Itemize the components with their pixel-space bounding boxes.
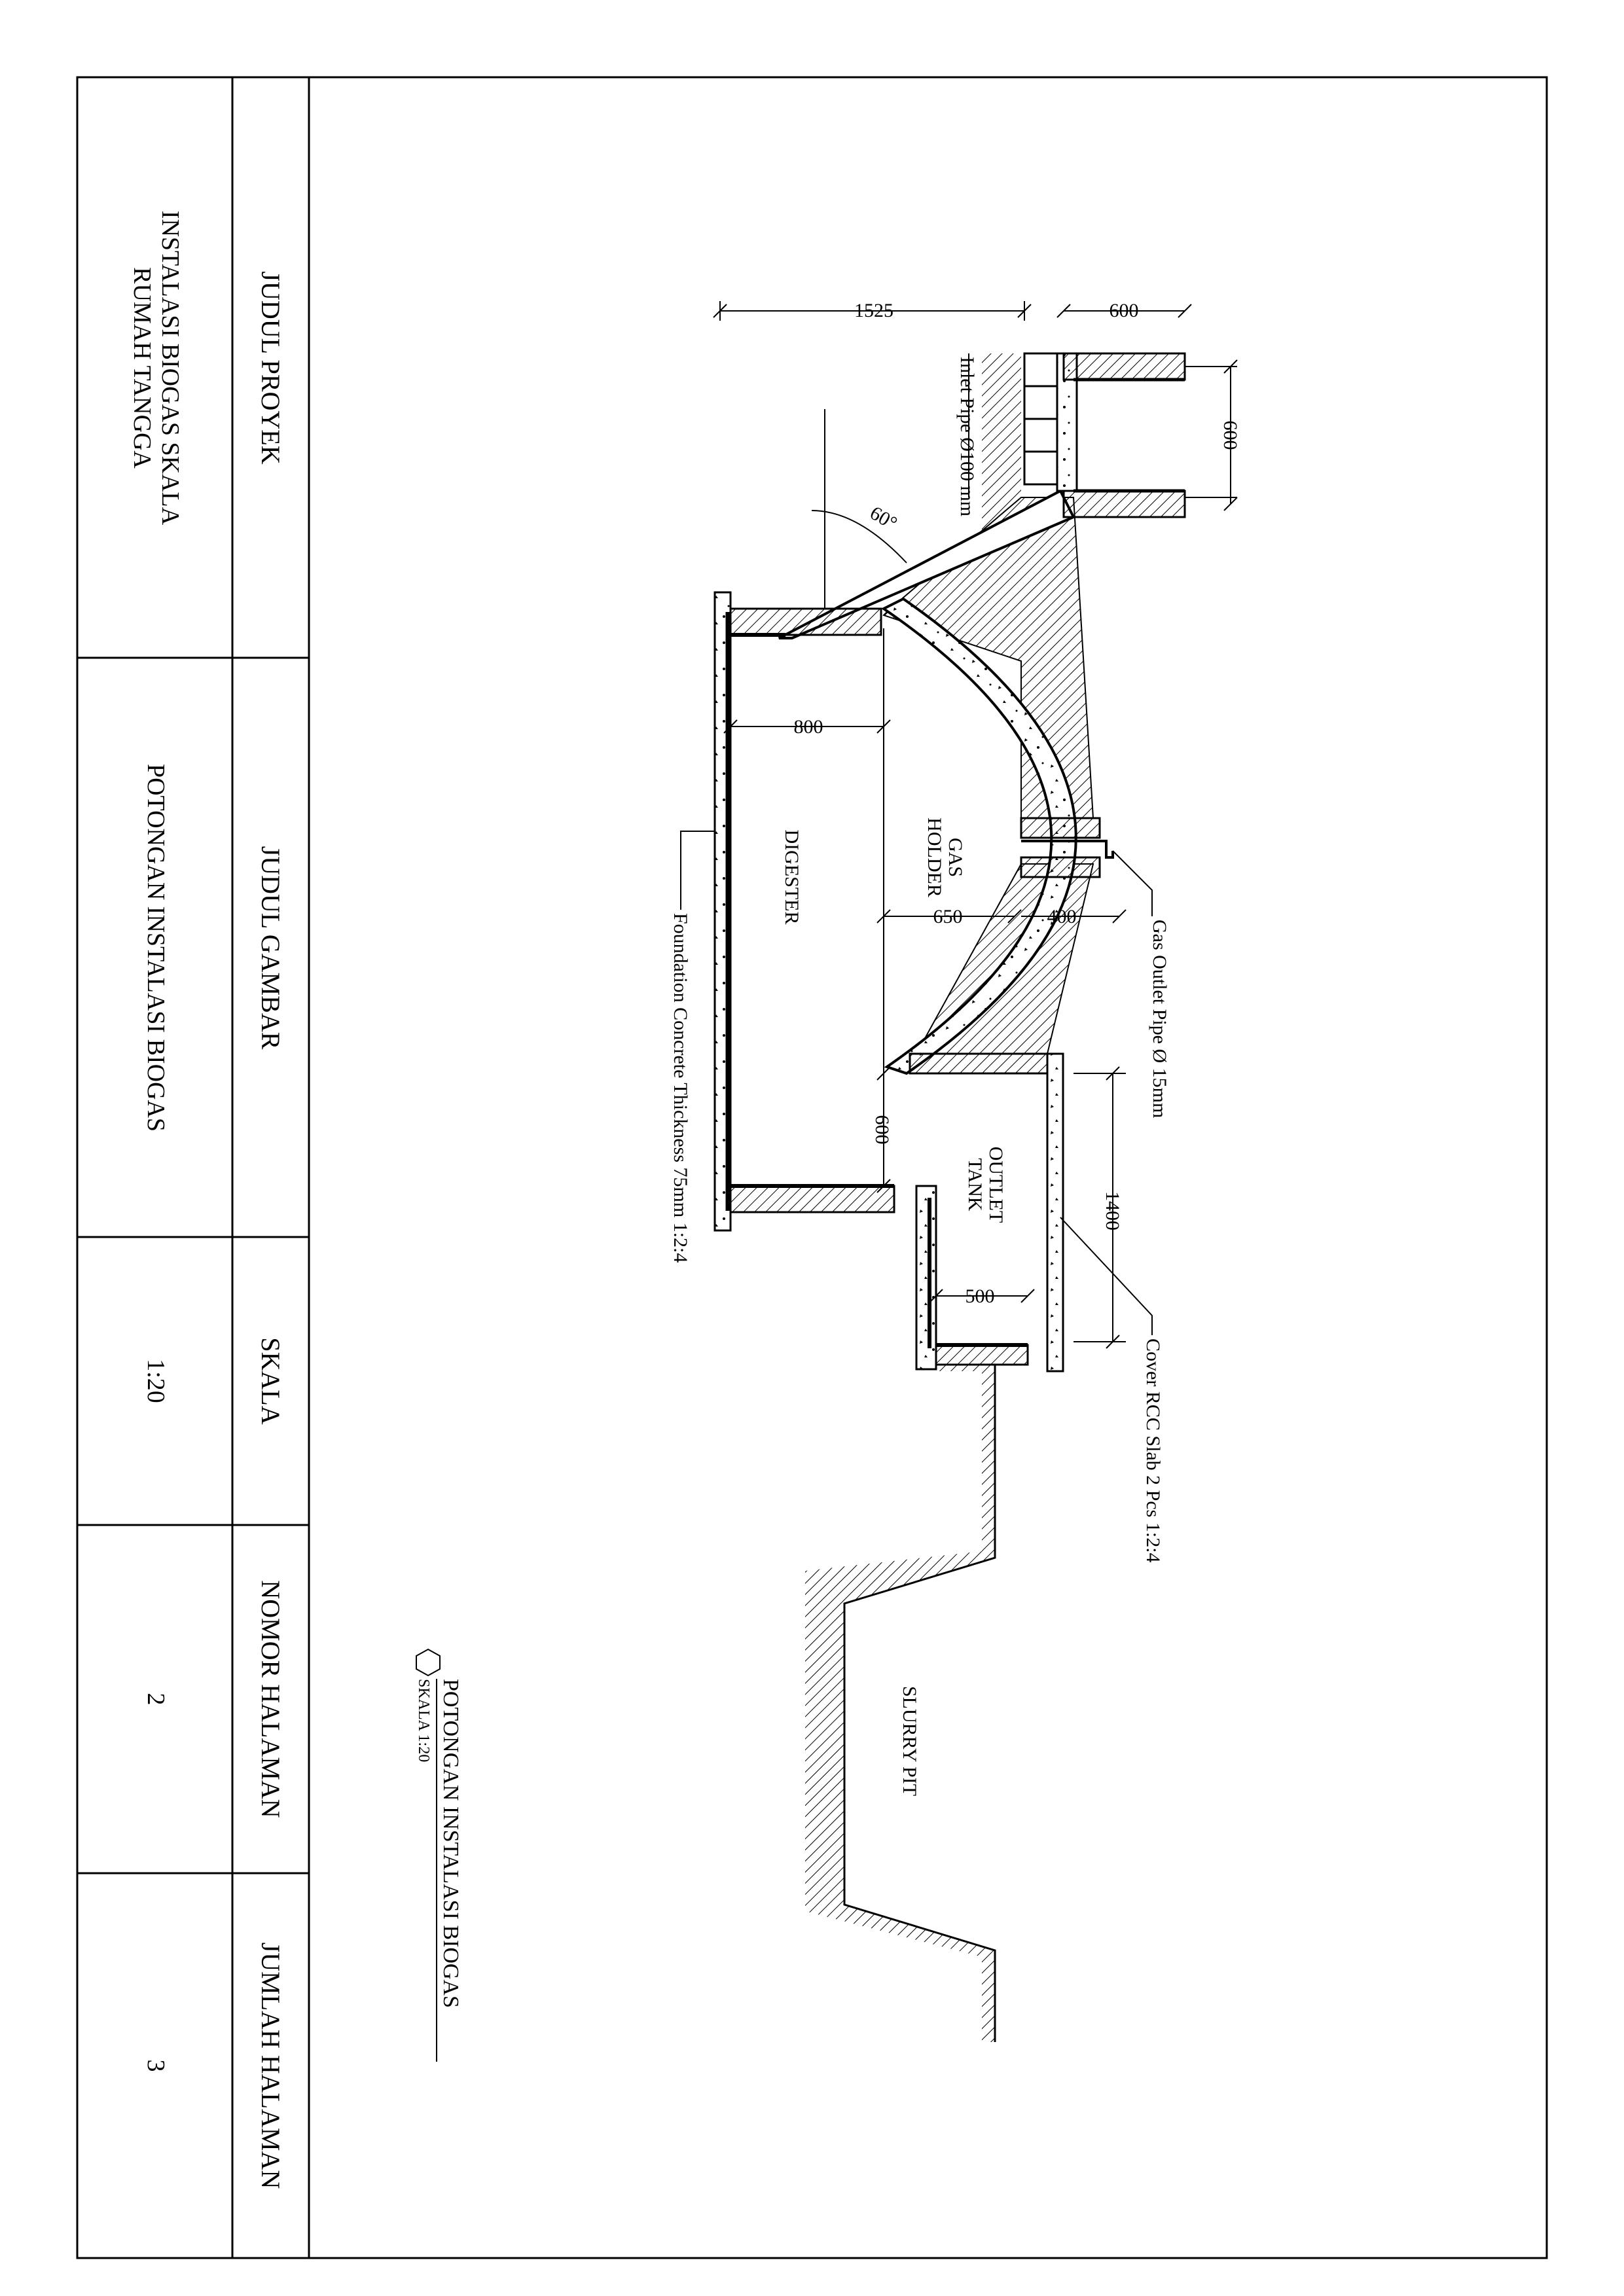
scale-value: 1:20 — [142, 1359, 170, 1403]
caption-scale: SKALA 1:20 — [415, 1679, 432, 1763]
label-gas-holder-1: GAS — [945, 837, 966, 878]
digester-wall-bottom — [731, 1186, 894, 1212]
dim-600-side: 600 — [1219, 420, 1241, 450]
page-number-value: 2 — [142, 1693, 170, 1706]
outlet-tank-floor — [936, 1345, 1028, 1365]
page-total-label: JUMLAH HALAMAN — [256, 1942, 285, 2189]
outlet-wall-lower — [1021, 857, 1100, 877]
dim-angle: 60° — [866, 501, 901, 535]
label-inlet-pipe: Inlet Pipe Ø100 mm — [956, 357, 978, 517]
label-outlet-tank-2: TANK — [964, 1158, 986, 1211]
dim-600-top: 600 — [1109, 300, 1139, 321]
outlet-tank-top-wall — [910, 1054, 1047, 1073]
page-total-value: 3 — [142, 2059, 170, 2072]
label-cover-slab: Cover RCC Slab 2 Pcs 1:2:4 — [1142, 1338, 1164, 1563]
outlet-wall-upper — [1021, 818, 1100, 838]
project-title-label: JUDUL PROYEK — [256, 271, 285, 465]
sheet-border — [77, 77, 1547, 2258]
scale-label: SKALA — [256, 1337, 285, 1425]
section-caption — [415, 1649, 463, 2062]
outlet-tank-wall — [916, 1186, 936, 1369]
inlet-chamber — [1024, 353, 1185, 517]
drawing-title-label: JUDUL GAMBAR — [256, 846, 285, 1050]
label-outlet-tank-1: OUTLET — [985, 1146, 1007, 1223]
label-digester: DIGESTER — [781, 829, 803, 925]
dim-500: 500 — [965, 1285, 995, 1307]
dim-1525: 1525 — [854, 300, 893, 321]
section-marker-icon — [416, 1649, 440, 1676]
page-number-label: NOMOR HALAMAN — [256, 1580, 285, 1818]
project-title-line2: RUMAH TANGGA — [128, 267, 156, 469]
dim-600-outlet: 600 — [871, 1115, 893, 1145]
label-slurry-pit: SLURRY PIT — [899, 1685, 920, 1797]
dim-650: 650 — [933, 906, 963, 927]
project-title-line1: INSTALASI BIOGAS SKALA — [156, 210, 184, 526]
drawing-title: POTONGAN INSTALASI BIOGAS — [142, 763, 170, 1132]
label-foundation: Foundation Concrete Thickness 75mm 1:2:4 — [670, 913, 691, 1263]
caption-title: POTONGAN INSTALASI BIOGAS — [439, 1679, 463, 2008]
title-block — [77, 77, 1547, 2258]
dim-800: 800 — [793, 716, 823, 738]
label-gas-holder-2: HOLDER — [924, 817, 945, 897]
label-gas-outlet-pipe: Gas Outlet Pipe Ø 15mm — [1149, 920, 1170, 1119]
dim-1400: 1400 — [1102, 1191, 1123, 1230]
cover-rcc-slab — [1047, 1054, 1063, 1371]
dim-400: 400 — [1047, 906, 1077, 927]
digester-wall-top — [731, 609, 881, 635]
